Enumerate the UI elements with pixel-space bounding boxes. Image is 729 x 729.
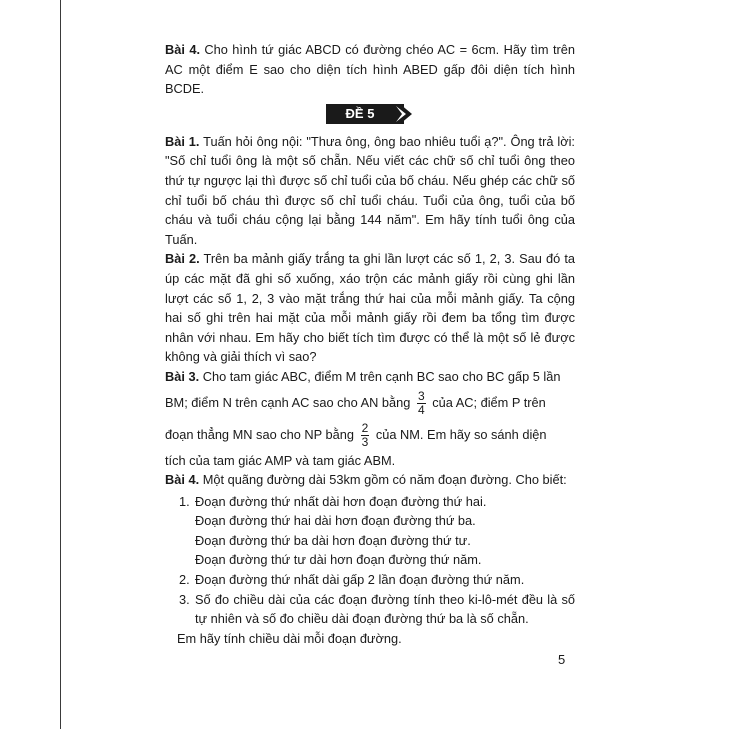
problem-label: Bài 1. (165, 133, 200, 149)
problem-label: Bài 4. (165, 42, 200, 57)
page-binding-line (60, 0, 61, 729)
problem-label: Bài 4. (165, 472, 200, 488)
problem-text-line2a: BM; điểm N trên cạnh AC sao cho AN bằng (165, 394, 411, 410)
condition-list (165, 492, 575, 629)
problem-text-line2b: của AC; điểm P trên (432, 394, 546, 410)
problem-bai-3 (165, 367, 575, 470)
list-item: 2. Đoạn đường thứ nhất dài gấp 2 lần đoạn đường thứ năm. (179, 572, 525, 588)
list-subline: Đoạn đường thứ tư dài hơn đoạn đường thứ năm. (195, 552, 482, 568)
problem-text-line4: tích của tam giác AMP và tam giác ABM. (165, 452, 396, 468)
fraction-three-quarters: $\frac{3}{4}$ (417, 388, 425, 417)
list-subline: Đoạn đường thứ ba dài hơn đoạn đường thứ tư. (195, 532, 471, 548)
problem-closing: Em hãy tính chiều dài mỗi đoạn đường. (177, 630, 402, 646)
page-content (165, 40, 575, 648)
section-title: ĐỀ 5 (345, 105, 375, 121)
page-number: 5 (558, 652, 566, 667)
problem-intro: Một quãng đường dài 53km gồm có năm đoạn đường. Cho biết: (199, 472, 567, 488)
list-item: 3. Số đo chiều dài của các đoạn đường tính theo ki-lô-mét đều là số tự nhiên và số đo chiều dài đoạn đường thứ ba là số chẵn. (179, 591, 575, 627)
problem-bai-1 (165, 132, 575, 250)
problem-bai-4-previous (165, 40, 575, 99)
problem-text: Tuấn hỏi ông nội: "Thưa ông, ông bao nhiêu tuổi ạ?". Ông trả lời: "Số chỉ tuổi ông là một số chẵn. Nếu viết các chữ số chỉ tuổi ông theo thứ tự ngược lại thì được số chỉ tuổi của bố cháu. Nếu ghép các chữ số chỉ tuổi bố cháu thì được số chỉ tuổi cháu. Tuổi của ông, tuổi của bố cháu và tuổi cháu cộng lại bằng 144 năm". Em hãy tính tuổi ông của Tuấn. (165, 133, 575, 247)
list-item: 1. Đoạn đường thứ nhất dài hơn đoạn đường thứ hai. (179, 493, 487, 509)
problem-text: Cho hình tứ giác ABCD có đường chéo AC = 6cm. Hãy tìm trên AC một điểm E sao cho diện tích hình ABED gấp đôi diện tích hình BCDE. (165, 42, 575, 97)
section-badge (326, 104, 404, 124)
problem-text-line3b: của NM. Em hãy so sánh diện (375, 426, 547, 442)
section-badge-wrap (165, 104, 575, 126)
problem-text-line1: Cho tam giác ABC, điểm M trên cạnh BC sao cho BC gấp 5 lần (199, 368, 561, 384)
list-subline: Đoạn đường thứ hai dài hơn đoạn đường thứ ba. (195, 513, 476, 529)
problem-bai-2 (165, 249, 575, 367)
problem-label: Bài 2. (165, 251, 200, 267)
fraction-two-thirds: $\frac{2}{3}$ (361, 420, 369, 449)
problem-bai-4 (165, 470, 575, 648)
problem-text-line3a: đoạn thẳng MN sao cho NP bằng (165, 426, 355, 442)
problem-label: Bài 3. (165, 368, 200, 384)
problem-text: Trên ba mảnh giấy trắng ta ghi lần lượt các số 1, 2, 3. Sau đó ta úp các mặt đã ghi số xuống, xáo trộn các mảnh giấy rồi cùng ghi lần lượt các số 1, 2, 3 vào mặt trắng thứ hai của mỗi mảnh giấy. Ta cộng hai số ghi trên hai mặt của mỗi mảnh giấy rồi đem ba tổng tìm được nhân với nhau. Em hãy cho biết tích tìm được có thể là một số lẻ được không và giải thích vì sao? (165, 251, 575, 365)
